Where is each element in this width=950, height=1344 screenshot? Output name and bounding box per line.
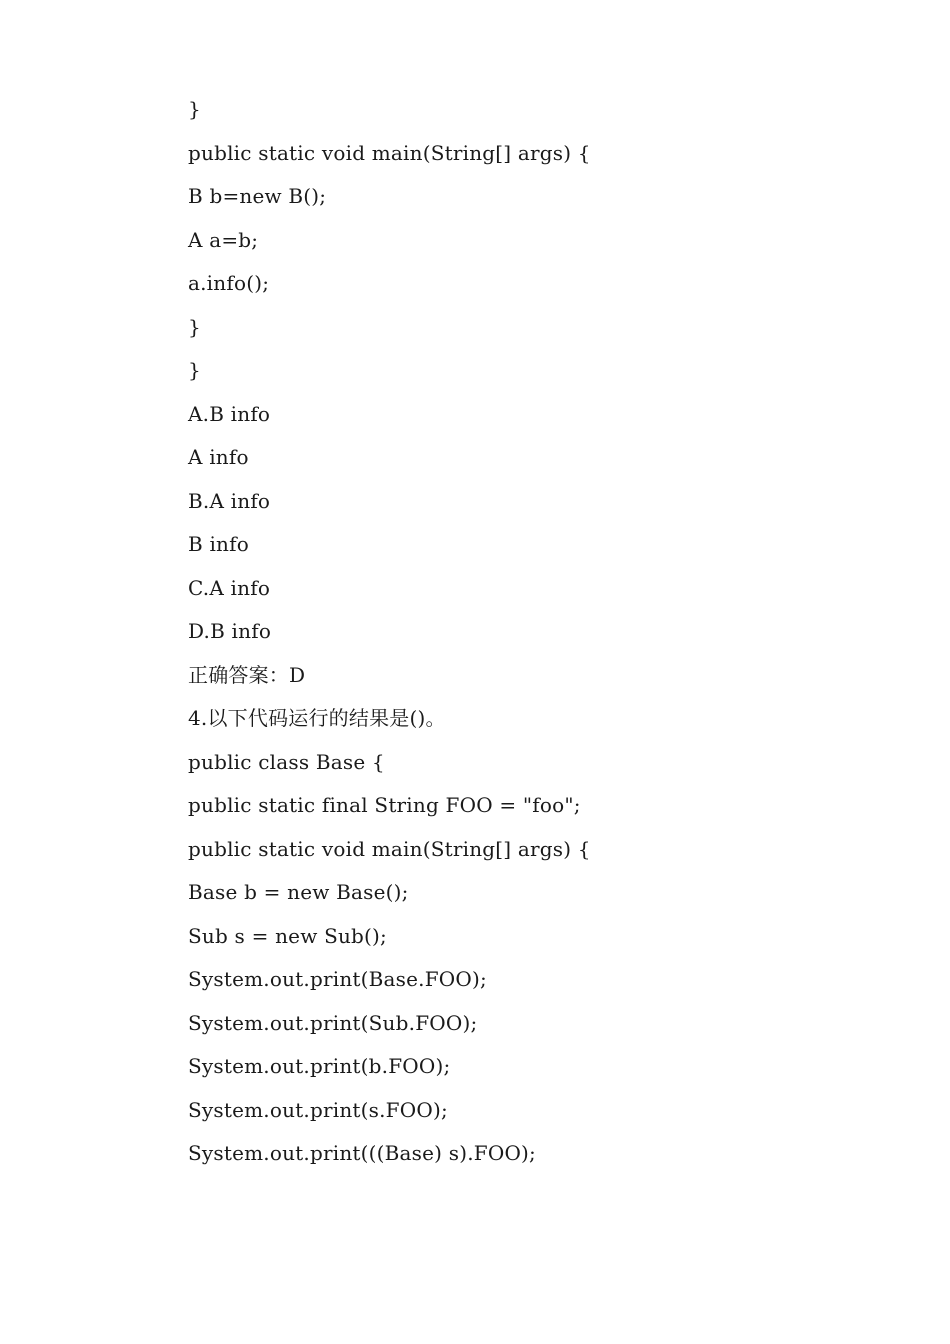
correct-answer: 正确答案：D (188, 662, 306, 687)
answer-option: B.A info (188, 488, 271, 513)
code-line: Sub s = new Sub(); (188, 923, 388, 948)
code-line: } (188, 97, 201, 121)
code-line: } (188, 358, 201, 382)
answer-option: B info (188, 532, 249, 556)
answer-option: D.B info (188, 619, 272, 643)
code-line: A a=b; (188, 227, 259, 252)
code-line: B b=new B(); (188, 184, 327, 208)
code-line: System.out.print(Sub.FOO); (188, 1010, 478, 1035)
code-line: a.info(); (188, 271, 270, 295)
code-line: public class Base { (188, 749, 385, 774)
code-line: Base b = new Base(); (188, 880, 409, 904)
answer-option: A.B info (188, 401, 271, 426)
answer-option: C.A info (188, 575, 271, 600)
code-line: System.out.print(((Base) s).FOO); (188, 1141, 536, 1165)
code-line: System.out.print(b.FOO); (188, 1054, 451, 1078)
answer-option: A info (188, 445, 249, 469)
code-line: System.out.print(s.FOO); (188, 1097, 448, 1122)
code-line: public static void main(String[] args) { (188, 140, 591, 165)
document-body (188, 88, 888, 1176)
question-title: 4.以下代码运行的结果是()。 (188, 706, 446, 730)
code-line: System.out.print(Base.FOO); (188, 967, 487, 991)
code-line: public static final String FOO = "foo"; (188, 793, 581, 817)
code-line: public static void main(String[] args) { (188, 836, 591, 861)
code-line: } (188, 314, 201, 339)
